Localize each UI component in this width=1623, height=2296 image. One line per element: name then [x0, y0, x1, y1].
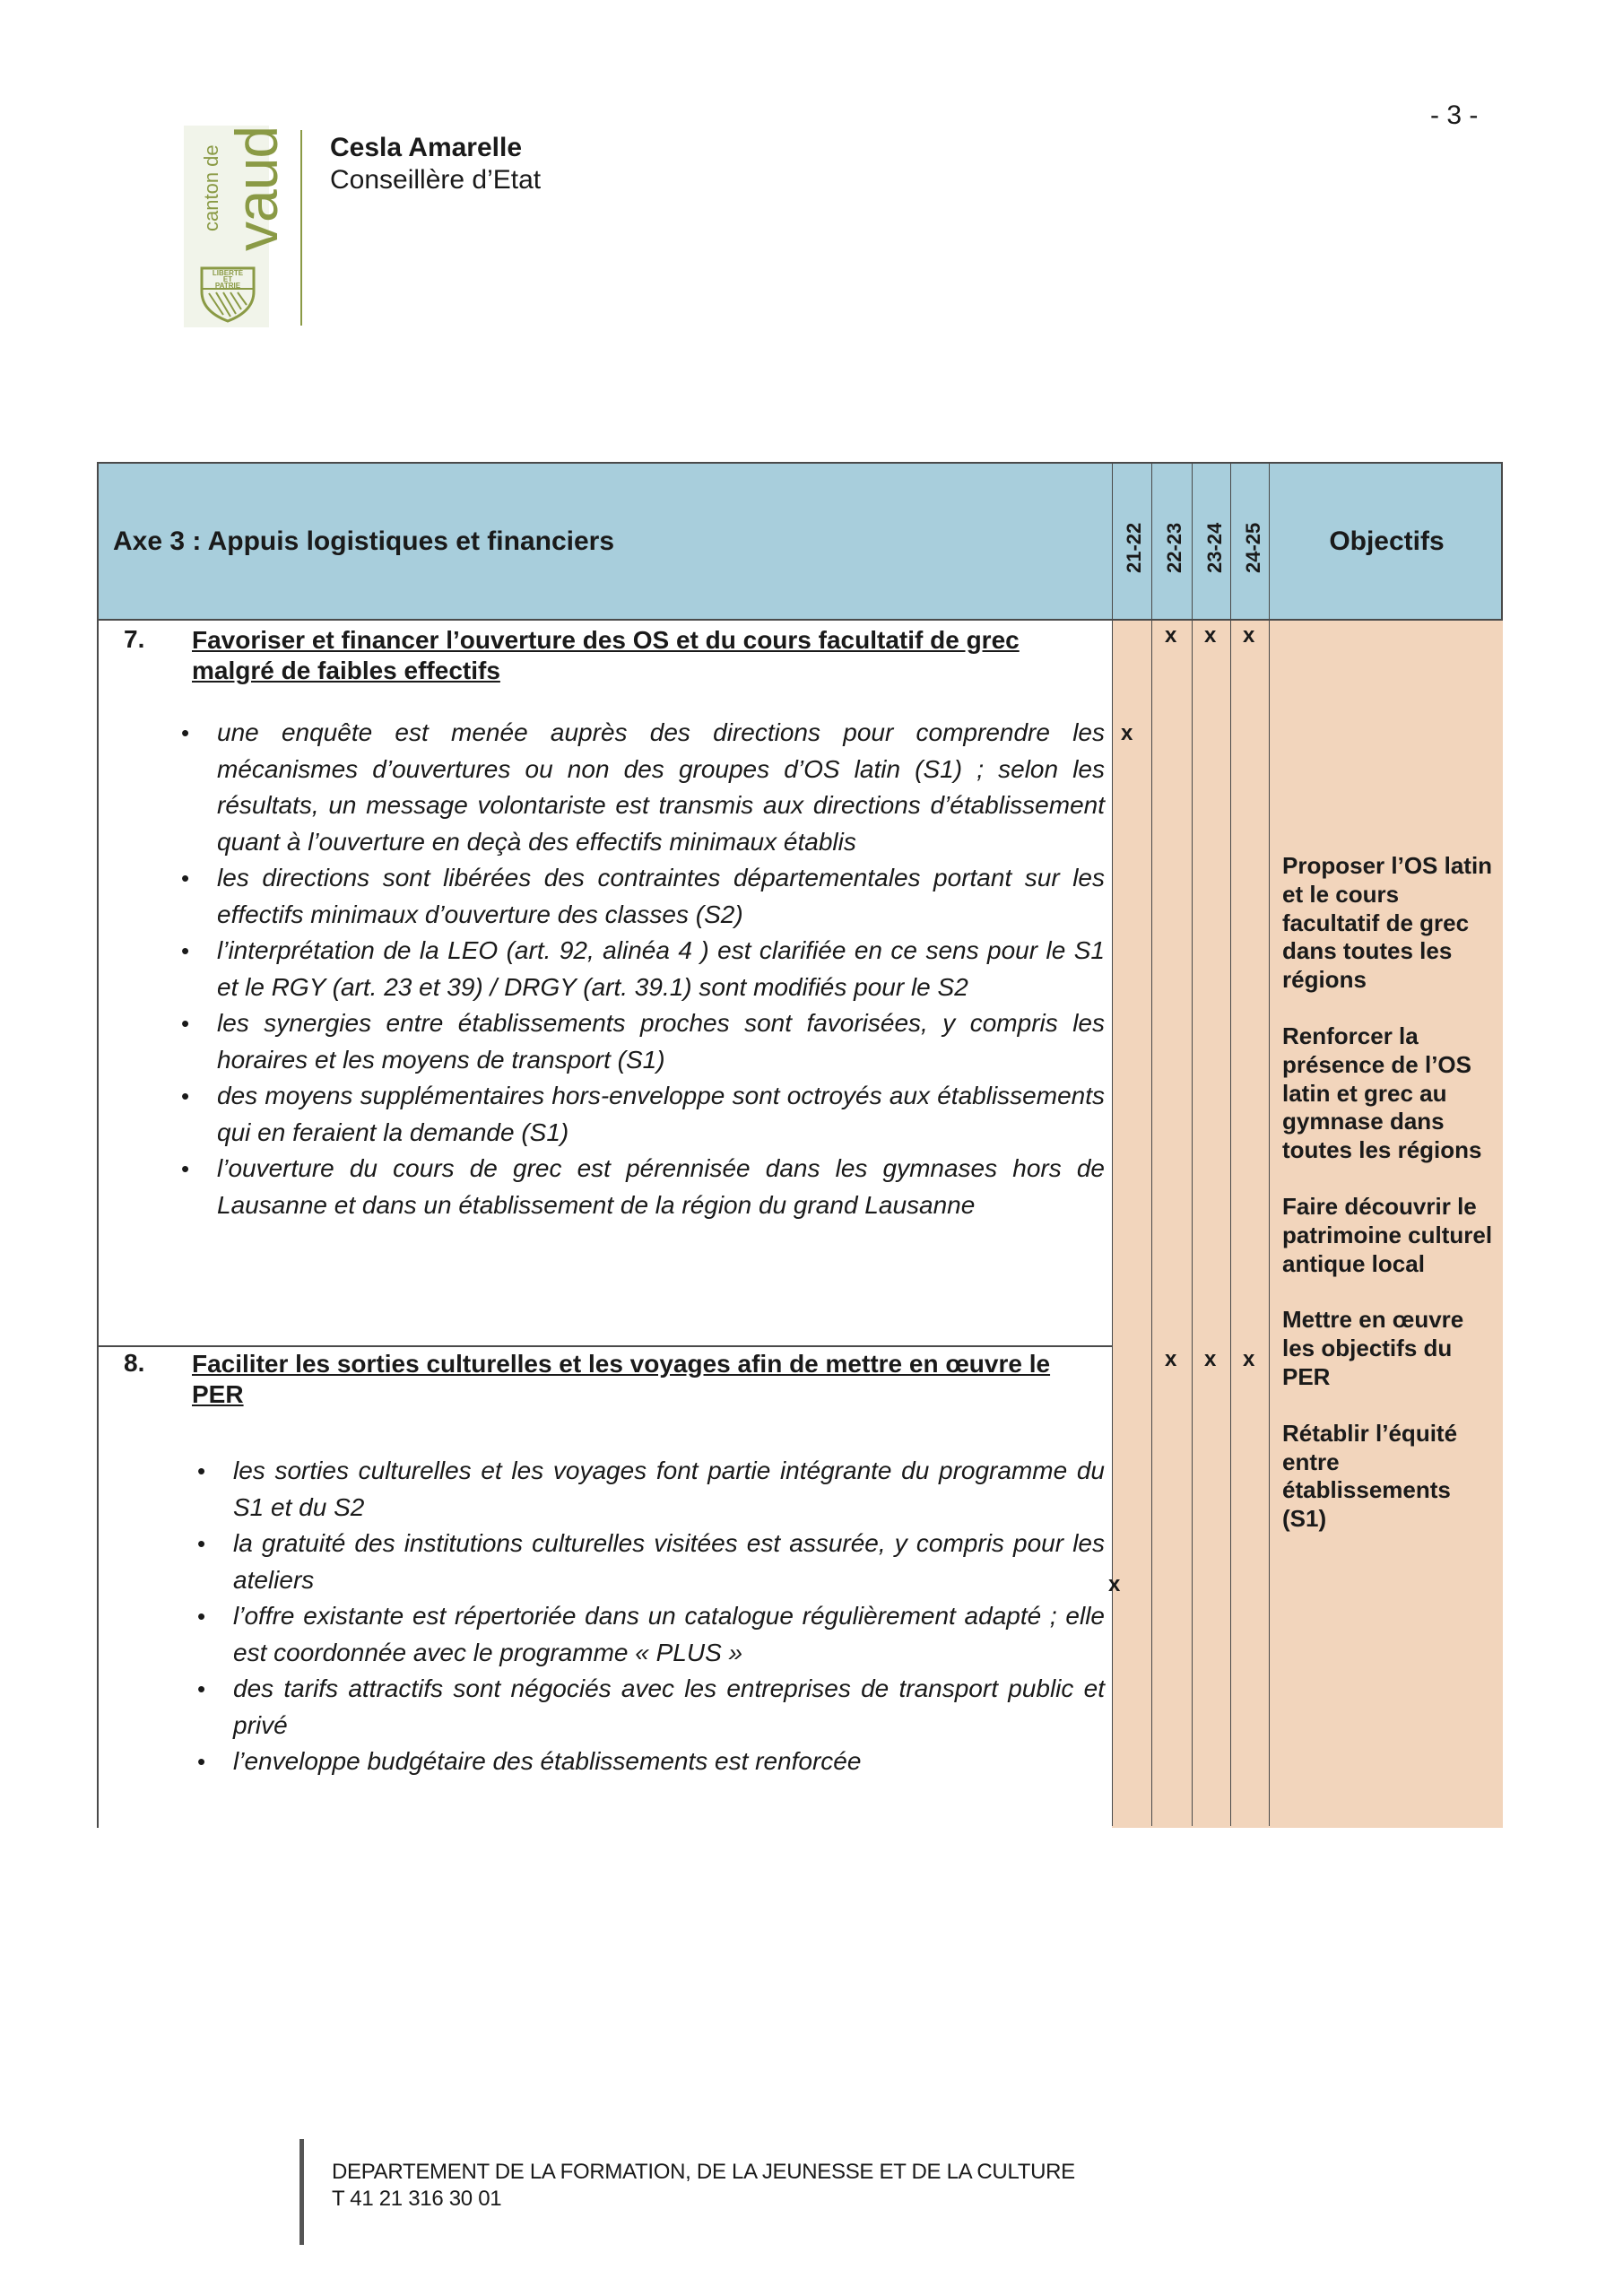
column-divider — [1151, 464, 1152, 1826]
shield-text-liberte: LIBERTÉ — [212, 269, 244, 277]
column-divider — [1230, 464, 1231, 1826]
year-header-21-22: 21-22 — [1123, 522, 1145, 573]
signer-name: Cesla Amarelle — [330, 133, 523, 162]
objectives-list — [1282, 852, 1497, 1561]
objective-item: Faire découvrir le patrimoine culturel antique local — [1282, 1192, 1493, 1277]
row7-mark-22-23: x — [1165, 623, 1177, 648]
objective-item: Renforcer la présence de l’OS latin et grec au gymnase dans toutes les régions — [1282, 1022, 1482, 1164]
row7-mark-21-22: x — [1121, 721, 1133, 745]
row7-mark-23-24: x — [1204, 623, 1217, 648]
objective-item: Proposer l’OS latin et le cours facultatif de grec dans toutes les régions — [1282, 852, 1493, 994]
list-item: • des tarifs attractifs sont négociés avec les entreprises de transport public et privé — [233, 1671, 1105, 1744]
shield-text-et: ET — [222, 275, 233, 283]
list-item: • les sorties culturelles et les voyages font partie intégrante du programme du S1 et du S2 — [233, 1453, 1105, 1526]
footer-telephone: T 41 21 316 30 01 — [332, 2187, 502, 2211]
row8-mark-21-22: x — [1108, 1572, 1121, 1596]
list-item: • la gratuité des institutions culturelles visitées est assurée, y compris pour les ateliers — [233, 1526, 1105, 1598]
year-header-24-25: 24-25 — [1242, 522, 1264, 573]
row-title-8: Faciliter les sorties culturelles et les voyages afin de mettre en œuvre le PER — [192, 1350, 1051, 1408]
header-divider — [300, 130, 302, 326]
column-divider — [1192, 464, 1193, 1826]
shield-icon — [196, 265, 259, 324]
table-header — [99, 464, 1501, 621]
list-item: • l’ouverture du cours de grec est pérennisée dans les gymnases hors de Lausanne et dans un établissement de la région du grand Lausanne — [217, 1151, 1105, 1223]
row8-mark-24-25: x — [1243, 1347, 1255, 1371]
row7-bullet-list — [217, 715, 1105, 1223]
signer-role: Conseillère d’Etat — [330, 165, 542, 195]
column-divider — [1112, 464, 1113, 1826]
list-item: • l’interprétation de la LEO (art. 92, alinéa 4 ) est clarifiée en ce sens pour le S1 et le RGY (art. 23 et 39) / DRGY (art. 39.1) sont modifiés pour le S2 — [217, 933, 1105, 1005]
list-item: • les directions sont libérées des contraintes départementales portant sur les effectifs minimaux d’ouverture des classes (S2) — [217, 860, 1105, 933]
shield-text-patrie: PATRIE — [214, 282, 241, 290]
row8-bullet-list — [233, 1453, 1105, 1780]
objectifs-header: Objectifs — [1329, 526, 1445, 556]
row8-mark-22-23: x — [1165, 1347, 1177, 1371]
axe-title: Axe 3 : Appuis logistiques et financiers — [113, 526, 615, 556]
row8-mark-23-24: x — [1204, 1347, 1217, 1371]
row-number-7: 7. — [124, 625, 145, 653]
list-item: • l’enveloppe budgétaire des établissements est renforcée — [233, 1744, 1105, 1780]
row-number-8: 8. — [124, 1349, 145, 1377]
objective-item: Mettre en œuvre les objectifs du PER — [1282, 1306, 1464, 1390]
year-header-23-24: 23-24 — [1203, 522, 1226, 573]
row-divider — [99, 1345, 1112, 1347]
page-number: - 3 - — [1430, 100, 1479, 130]
row7-mark-24-25: x — [1243, 623, 1255, 648]
row-title-7: Favoriser et financer l’ouverture des OS et du cours facultatif de grec malgré de faibles effectifs — [192, 626, 1020, 684]
objective-item: Rétablir l’équité entre établissements (S1) — [1282, 1419, 1458, 1533]
list-item: • les synergies entre établissements proches sont favorisées, y compris les horaires et les moyens de transport (S1) — [217, 1005, 1105, 1078]
list-item: • des moyens supplémentaires hors-enveloppe sont octroyés aux établissements qui en feraient la demande (S1) — [217, 1078, 1105, 1151]
canton-logo — [184, 126, 290, 327]
list-item: • l’offre existante est répertoriée dans un catalogue régulièrement adapté ; elle est coordonnée avec le programme « PLUS » — [233, 1598, 1105, 1671]
column-divider — [1269, 464, 1270, 1826]
logo-canton-de: canton de — [200, 144, 222, 231]
footer-department: DEPARTEMENT DE LA FORMATION, DE LA JEUNESSE ET DE LA CULTURE — [332, 2160, 1075, 2184]
logo-vaud: vaud — [223, 126, 290, 251]
footer-divider — [299, 2139, 304, 2245]
list-item: • une enquête est menée auprès des directions pour comprendre les mécanismes d’ouvertures ou non des groupes d’OS latin (S1) ; selon les résultats, un message volontariste est transmis aux directions d’établissement quant à l’ouverture en deçà des effectifs minimaux établis — [217, 715, 1105, 860]
year-header-22-23: 22-23 — [1163, 522, 1185, 573]
